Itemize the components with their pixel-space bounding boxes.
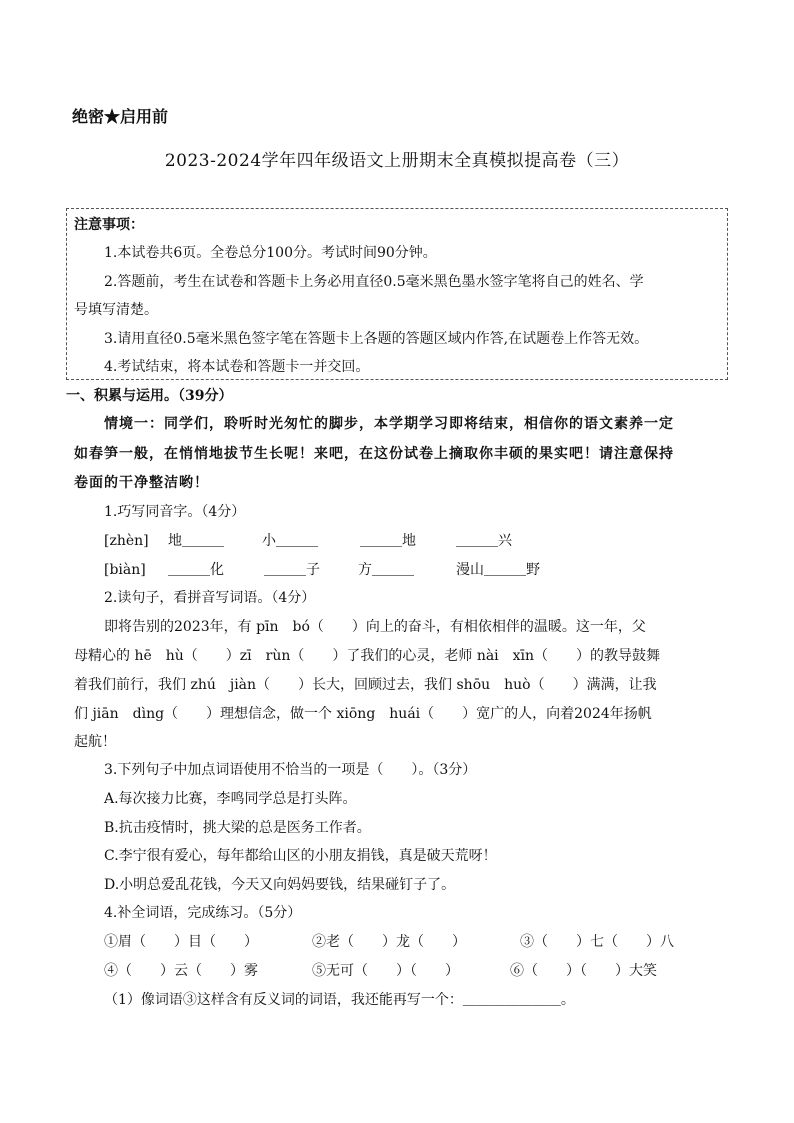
fill-blank[interactable]: 方＿＿＿ — [358, 562, 414, 578]
fill-blank[interactable]: ＿＿＿子 — [264, 562, 320, 578]
fill-blank[interactable]: ＿＿＿兴 — [456, 533, 512, 549]
exam-title: 2023-2024学年四年级语文上册期末全真模拟提高卷（三） — [164, 151, 630, 171]
idiom-blank[interactable]: ②老（ ）龙（ ） — [312, 934, 466, 950]
fill-blank[interactable]: ＿＿＿化 — [168, 562, 224, 578]
fill-blank[interactable]: ＿＿＿地 — [360, 533, 416, 549]
sub-question[interactable]: （1）像词语③这样含有反义词的词语，我还能再写一个：＿＿＿＿＿＿＿。 — [104, 992, 575, 1008]
choice-option-a[interactable]: A.每次接力比赛，李鸣同学总是打头阵。 — [104, 791, 357, 807]
passage-line: 即将告别的2023年，有 pīn bó（ ）向上的奋斗，有相依相伴的温暖。这一年，父 — [104, 619, 646, 635]
idiom-blank[interactable]: ①眉（ ）目（ ） — [104, 934, 258, 950]
notice-box — [66, 208, 728, 380]
notice-item: 3.请用直径0.5毫米黑色签字笔在答题卡上各题的答题区域内作答,在试题卷上作答无效。 — [104, 331, 649, 347]
choice-option-c[interactable]: C.李宁很有爱心，每年都给山区的小朋友捐钱，真是破天荒呀！ — [104, 848, 497, 864]
notice-heading: 注意事项： — [74, 217, 144, 233]
context-text: 情境一：同学们，聆听时光匆忙的脚步，本学期学习即将结束，相信你的语文素养一定 — [104, 416, 674, 432]
question-stem: 1.巧写同音字。（4分） — [104, 504, 246, 520]
section-heading: 一、积累与运用。（39分） — [66, 388, 233, 404]
pinyin-label: [biàn] — [104, 562, 146, 578]
fill-blank[interactable]: 漫山＿＿＿野 — [456, 562, 540, 578]
idiom-blank[interactable]: ③（ ）七（ ）八 — [520, 934, 674, 950]
pinyin-label: [zhèn] — [104, 533, 149, 549]
context-text: 如春笋一般，在悄悄地拔节生长呢！来吧，在这份试卷上摘取你丰硕的果实吧！请注意保持 — [74, 446, 674, 462]
question-stem: 2.读句子，看拼音写词语。（4分） — [104, 590, 316, 606]
choice-option-b[interactable]: B.抗击疫情时，挑大梁的总是医务工作者。 — [104, 820, 371, 836]
idiom-blank[interactable]: ⑤无可（ ）（ ） — [312, 963, 459, 979]
choice-option-d[interactable]: D.小明总爱乱花钱，今天又向妈妈要钱，结果碰钉子了。 — [104, 877, 456, 893]
passage-line: 起航！ — [74, 734, 116, 750]
passage-line: 母精心的 hē hù（ ）zī rùn（ ）了我们的心灵，老师 nài xīn（ ）的教导鼓舞 — [74, 648, 661, 664]
context-text: 卷面的干净整洁哟！ — [74, 475, 209, 491]
fill-blank[interactable]: 地＿＿＿ — [168, 533, 224, 549]
notice-item: 2.答题前，考生在试卷和答题卡上务必用直径0.5毫米黑色墨水签字笔将自己的姓名、学 — [104, 274, 644, 290]
idiom-blank[interactable]: ⑥（ ）（ ）大笑 — [510, 963, 657, 979]
confidential-label: 绝密★启用前 — [72, 107, 169, 126]
idiom-blank[interactable]: ④（ ）云（ ）雾 — [104, 963, 258, 979]
notice-item: 号填写清楚。 — [74, 302, 158, 318]
passage-line: 着我们前行，我们 zhú jiàn（ ）长大，回顾过去，我们 shōu huò（ ）满满，让我 — [74, 677, 657, 693]
question-stem: 3.下列句子中加点词语使用不恰当的一项是（ ）。（3分） — [104, 762, 477, 778]
passage-line: 们 jiān dìng（ ）理想信念，做一个 xiōng huái（ ）宽广的人，向着2024年扬帆 — [74, 706, 652, 722]
notice-item: 1.本试卷共6页。全卷总分100分。考试时间90分钟。 — [104, 245, 437, 261]
question-stem: 4.补全词语，完成练习。（5分） — [104, 905, 302, 921]
fill-blank[interactable]: 小＿＿＿ — [262, 533, 318, 549]
notice-item: 4.考试结束，将本试卷和答题卡一并交回。 — [104, 359, 370, 375]
